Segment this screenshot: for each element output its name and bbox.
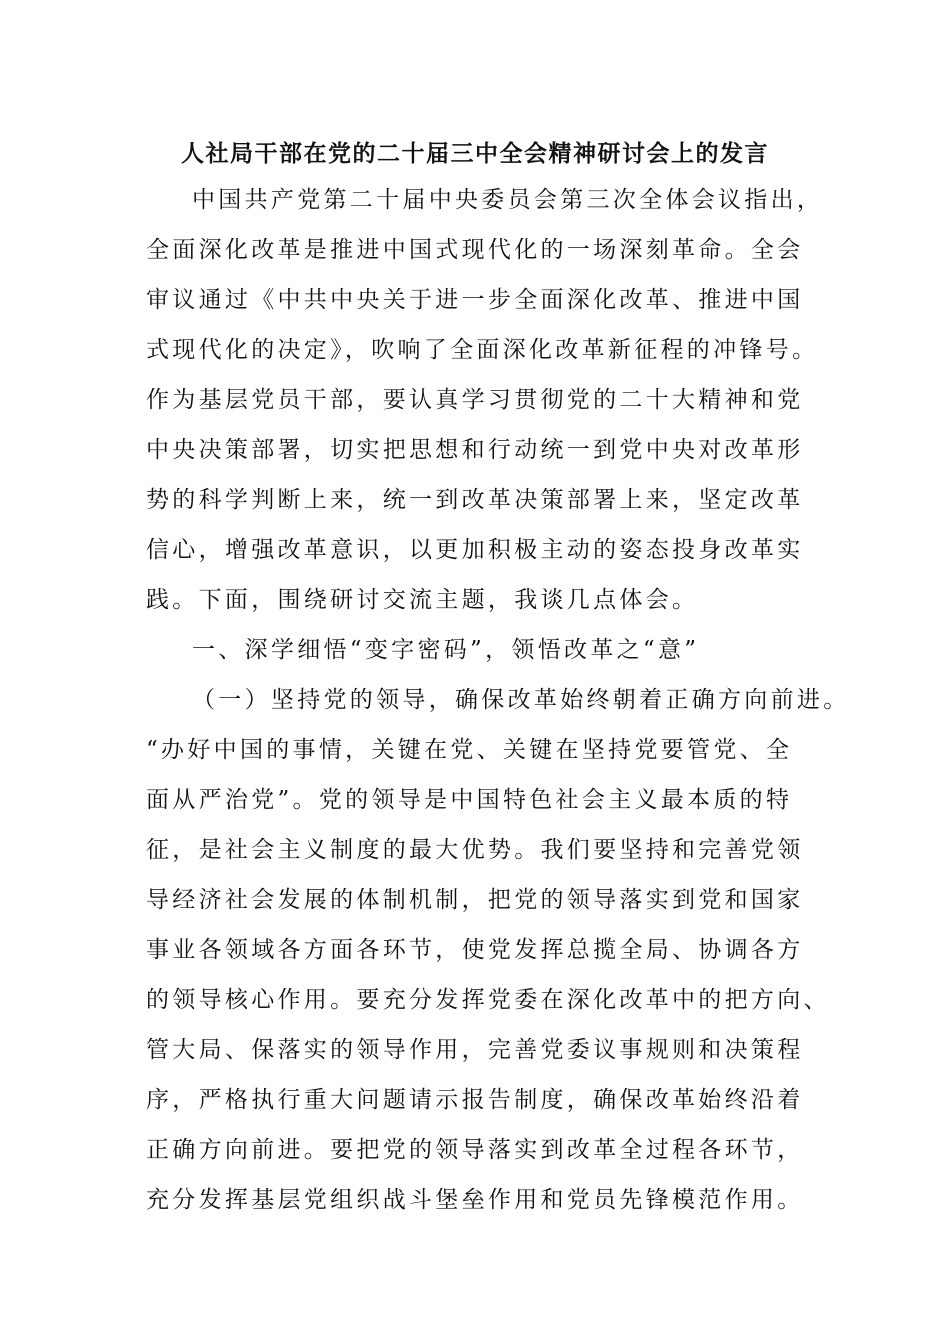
paragraph-line: 作为基层党员干部，要认真学习贯彻党的二十大精神和党 [146,387,804,413]
paragraph-line: 践。下面，围绕研讨交流主题，我谈几点体会。 [146,587,699,613]
paragraph-line: 的领导核心作用。要充分发挥党委在深化改革中的把方向、 [146,987,830,1013]
document-title: 人社局干部在党的二十届三中全会精神研讨会上的发言 [181,140,769,167]
paragraph-line: 管大局、保落实的领导作用，完善党委议事规则和决策程 [146,1037,804,1063]
paragraph-line: 信心，增强改革意识，以更加积极主动的姿态投身改革实 [146,537,804,563]
paragraph-line: 中国共产党第二十届中央委员会第三次全体会议指出， [192,187,824,213]
paragraph-line: 中央决策部署，切实把思想和行动统一到党中央对改革形 [146,437,804,463]
section-heading: 一、深学细悟“变字密码”，领悟改革之“意” [192,637,700,663]
paragraph-line: 征，是社会主义制度的最大优势。我们要坚持和完善党领 [146,837,804,863]
subsection-heading: （一）坚持党的领导，确保改革始终朝着正确方向前进。 [192,687,850,713]
paragraph-line: “办好中国的事情，关键在党、关键在坚持党要管党、全 [146,737,793,763]
paragraph-line: 面从严治党”。党的领导是中国特色社会主义最本质的特 [146,787,793,813]
paragraph-line: 充分发挥基层党组织战斗堡垒作用和党员先锋模范作用。 [146,1187,804,1213]
paragraph-line: 全面深化改革是推进中国式现代化的一场深刻革命。全会 [146,237,804,263]
paragraph-line: 事业各领域各方面各环节，使党发挥总揽全局、协调各方 [146,937,804,963]
paragraph-line: 势的科学判断上来，统一到改革决策部署上来，坚定改革 [146,487,804,513]
paragraph-line: 式现代化的决定》，吹响了全面深化改革新征程的冲锋号。 [146,337,819,363]
paragraph-line: 导经济社会发展的体制机制，把党的领导落实到党和国家 [146,887,804,913]
paragraph-line: 序，严格执行重大问题请示报告制度，确保改革始终沿着 [146,1087,804,1113]
paragraph-line: 审议通过《中共中央关于进一步全面深化改革、推进中国 [146,287,804,313]
paragraph-line: 正确方向前进。要把党的领导落实到改革全过程各环节， [146,1137,804,1163]
